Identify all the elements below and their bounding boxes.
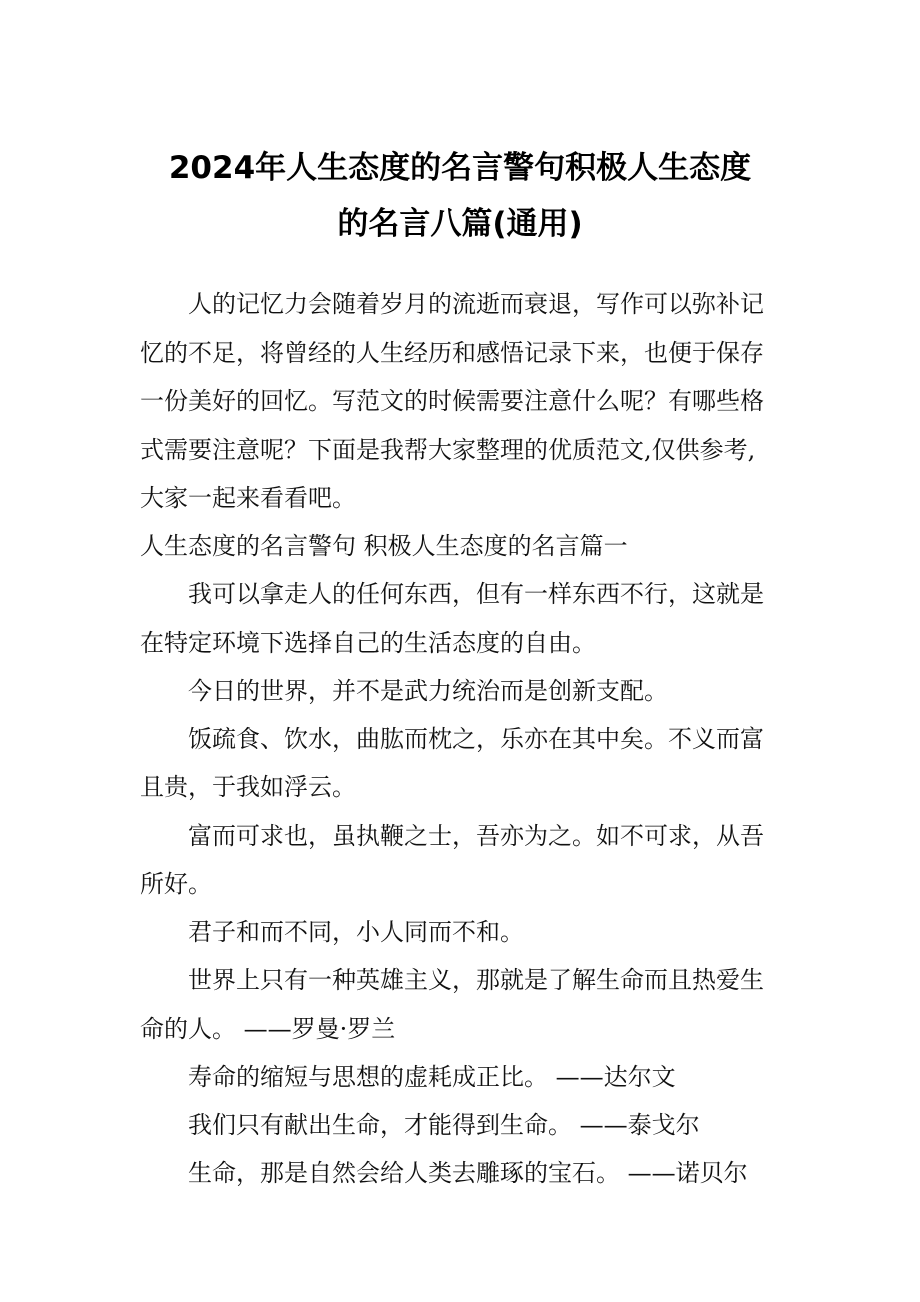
intro-line-5: 大家一起来看看吧。 [140,484,356,512]
document-title-line-1: 2024年人生态度的名言警句积极人生态度 [168,150,752,186]
intro-line-1: 人的记忆力会随着岁月的流逝而衰退，写作可以弥补记 [188,290,764,318]
quote-line-13: 生命，那是自然会给人类去雕琢的宝石。 ——诺贝尔 [188,1159,748,1187]
quote-line-2: 在特定环境下选择自己的生活态度的自由。 [140,629,596,657]
quote-line-5: 且贵，于我如浮云。 [140,773,356,801]
section-heading: 人生态度的名言警句 积极人生态度的名言篇一 [140,532,628,560]
quote-line-6: 富而可求也，虽执鞭之士，吾亦为之。如不可求，从吾 [188,822,764,850]
quote-line-12: 我们只有献出生命，才能得到生命。 ——泰戈尔 [188,1111,700,1139]
quote-line-7: 所好。 [140,870,212,898]
quote-line-4: 饭疏食、饮水，曲肱而枕之，乐亦在其中矣。不义而富 [188,725,764,753]
intro-line-4: 式需要注意呢？下面是我帮大家整理的优质范文,仅供参考, [140,436,756,464]
intro-line-3: 一份美好的回忆。写范文的时候需要注意什么呢？有哪些格 [140,387,764,415]
quote-line-10: 命的人。 ——罗曼·罗兰 [140,1015,396,1043]
quote-line-8: 君子和而不同，小人同而不和。 [188,918,524,946]
document-title-line-2: 的名言八篇(通用) [337,206,583,242]
quote-line-9: 世界上只有一种英雄主义，那就是了解生命而且热爱生 [188,966,764,994]
intro-line-2: 忆的不足，将曾经的人生经历和感悟记录下来，也便于保存 [140,339,764,367]
quote-line-3: 今日的世界，并不是武力统治而是创新支配。 [188,677,668,705]
quote-line-11: 寿命的缩短与思想的虚耗成正比。 ——达尔文 [188,1063,676,1091]
quote-line-1: 我可以拿走人的任何东西，但有一样东西不行，这就是 [188,580,764,608]
